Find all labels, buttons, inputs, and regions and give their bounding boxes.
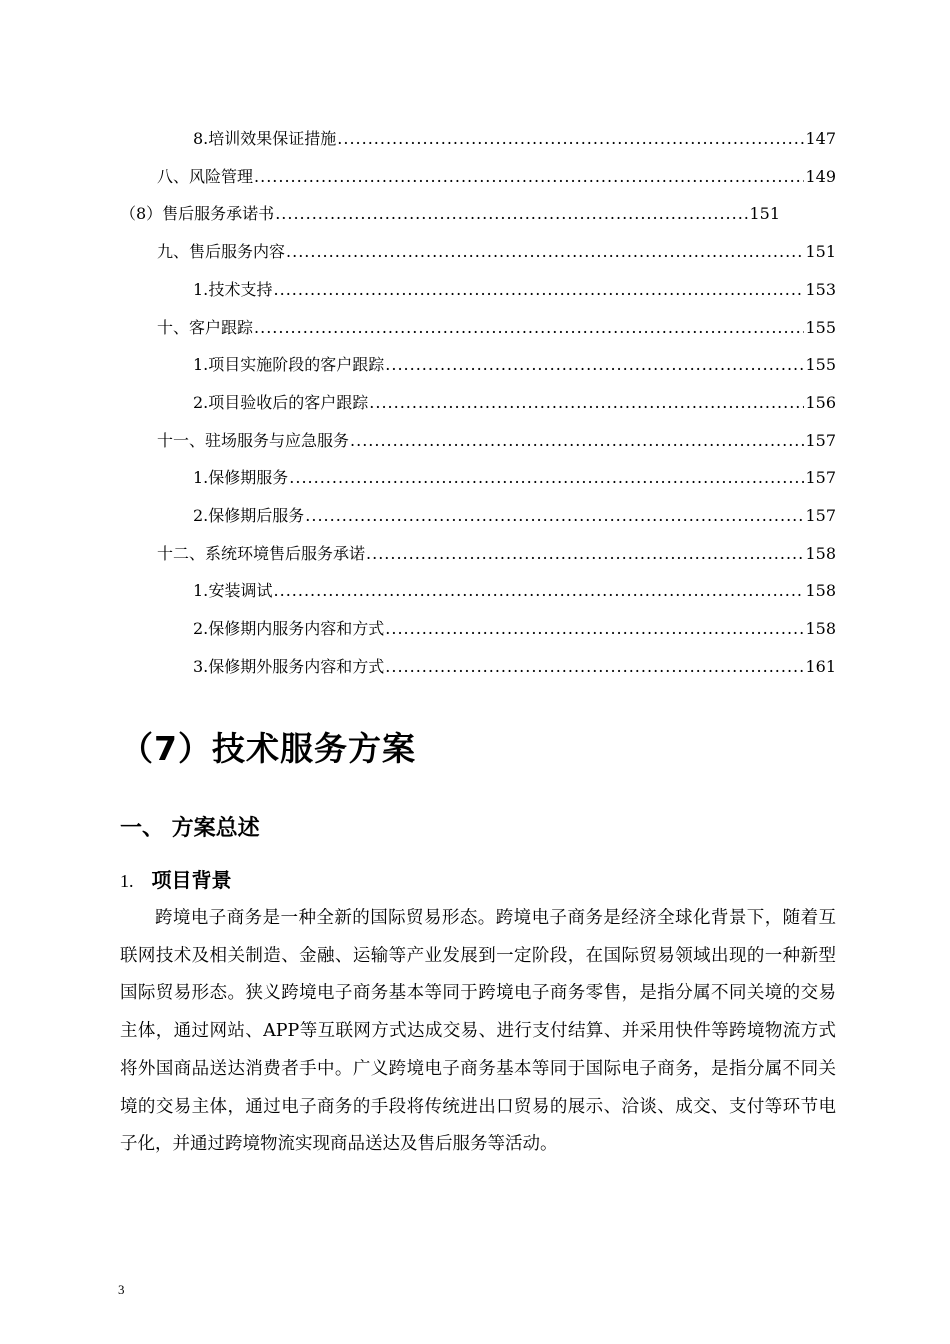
- toc-entry-title: 保修期服务: [208, 468, 289, 488]
- toc-entry-page: 156: [805, 392, 836, 412]
- toc-entry-page: 157: [805, 430, 836, 450]
- body-paragraph: 跨境电子商务是一种全新的国际贸易形态。跨境电子商务是经济全球化背景下，随着互联网技术及相关制造、金融、运输等产业发展到一定阶段，在国际贸易领域出现的一种新型国际贸易形态。狭义跨境电子商务基本等同于跨境电子商务零售，是指分属不同关境的交易主体，通过网站、APP等互联网方式达成交易、进行支付结算、并采用快件等跨境物流方式将外国商品送达消费者手中。广义跨境电子商务基本等同于国际电子商务，是指分属不同关境的交易主体，通过电子商务的手段将传统进出口贸易的展示、洽谈、成交、支付等环节电子化，并通过跨境物流实现商品送达及售后服务等活动。: [120, 908, 836, 1155]
- toc-dot-leader: [385, 619, 804, 639]
- toc-dot-leader: [369, 393, 804, 413]
- toc-dot-leader: [385, 657, 804, 677]
- toc-dot-leader: [254, 167, 804, 187]
- toc-entry-title: 技术支持: [208, 279, 273, 299]
- toc-entry-title: 售后服务内容: [189, 242, 286, 262]
- toc-entry[interactable]: [193, 351, 836, 375]
- toc-dot-leader: [337, 129, 804, 149]
- toc-entry-number: 八、: [157, 166, 190, 186]
- toc-dot-leader: [275, 204, 748, 224]
- toc-entry-page: 147: [805, 129, 836, 148]
- toc-dot-leader: [274, 581, 805, 601]
- toc-entry-title: （8）售后服务承诺书: [120, 204, 275, 224]
- toc-entry-page: 157: [805, 506, 836, 525]
- toc-entry-title: 保修期外服务内容和方式: [208, 656, 385, 676]
- toc-dot-leader: [305, 506, 804, 526]
- toc-entry-title: 项目验收后的客户跟踪: [208, 392, 369, 412]
- toc-entry[interactable]: [193, 389, 836, 413]
- toc-entry-page: 151: [805, 242, 836, 262]
- toc-dot-leader: [350, 431, 804, 451]
- toc-entry-page: 158: [805, 543, 836, 563]
- toc-dot-leader: [385, 355, 804, 375]
- toc-entry[interactable]: [120, 200, 780, 224]
- toc-entry[interactable]: [193, 276, 836, 300]
- toc-entry-number: 2.: [193, 619, 209, 639]
- toc-entry[interactable]: [157, 163, 836, 187]
- toc-entry-number: 1.: [193, 468, 209, 488]
- toc-entry-number: 2.: [193, 506, 209, 525]
- toc-entry-title: 保修期后服务: [208, 506, 305, 525]
- toc-entry-page: 157: [805, 468, 836, 488]
- toc-entry-title: 风险管理: [189, 166, 254, 186]
- page-number: 3: [118, 1282, 125, 1297]
- toc-entry-page: 153: [805, 279, 836, 299]
- toc-entry-page: 158: [805, 581, 836, 601]
- toc-entry[interactable]: [193, 615, 836, 639]
- toc-entry-title: 保修期内服务内容和方式: [208, 619, 385, 639]
- toc-dot-leader: [254, 318, 804, 338]
- toc-dot-leader: [286, 242, 804, 262]
- toc-entry[interactable]: [157, 314, 836, 338]
- toc-entry-page: 151: [749, 204, 780, 224]
- toc-entry[interactable]: [157, 540, 836, 564]
- toc-entry-page: 149: [805, 166, 836, 186]
- toc-entry-title: 驻场服务与应急服务: [205, 430, 350, 450]
- toc-dot-leader: [289, 468, 804, 488]
- toc-entry-number: 九、: [157, 242, 190, 262]
- toc-entry-number: 1.: [193, 581, 209, 601]
- toc-entry-page: 158: [805, 619, 836, 639]
- toc-entry-page: 155: [805, 355, 836, 375]
- toc-entry-title: 安装调试: [208, 581, 273, 601]
- subsection-heading-overview: 一、 方案总述: [120, 816, 260, 841]
- toc-entry[interactable]: [157, 427, 836, 451]
- subsubsection-heading-background: [120, 864, 232, 893]
- toc-entry-number: 1.: [193, 279, 209, 299]
- toc-entry-page: 155: [805, 317, 836, 337]
- toc-entry-number: 十、: [157, 317, 190, 337]
- toc-dot-leader: [366, 544, 804, 564]
- toc-entry-title: 系统环境售后服务承诺: [205, 543, 366, 563]
- toc-entry-number: 2.: [193, 392, 209, 412]
- toc-entry-title: 项目实施阶段的客户跟踪: [208, 355, 385, 375]
- toc-entry-number: 1.: [193, 355, 209, 375]
- toc-entry-title: 培训效果保证措施: [208, 129, 337, 148]
- toc-entry[interactable]: [193, 653, 836, 677]
- toc-entry-number: 十二、: [157, 543, 206, 563]
- toc-entry-number: 3.: [193, 656, 209, 676]
- toc-entry[interactable]: [193, 125, 836, 149]
- toc-entry-number: 十一、: [157, 430, 206, 450]
- toc-entry-title: 客户跟踪: [189, 317, 254, 337]
- toc-dot-leader: [274, 280, 805, 300]
- toc-entry[interactable]: [193, 464, 836, 488]
- toc-entry[interactable]: [193, 502, 836, 526]
- heading-number: 1.: [120, 871, 134, 891]
- toc-entry[interactable]: [157, 238, 836, 262]
- toc-entry[interactable]: [193, 577, 836, 601]
- section-heading-technical-service-plan: （7）技术服务方案: [120, 729, 416, 768]
- heading-title: 项目背景: [151, 868, 232, 892]
- toc-entry-page: 161: [805, 656, 836, 676]
- toc-entry-number: 8.: [193, 129, 209, 148]
